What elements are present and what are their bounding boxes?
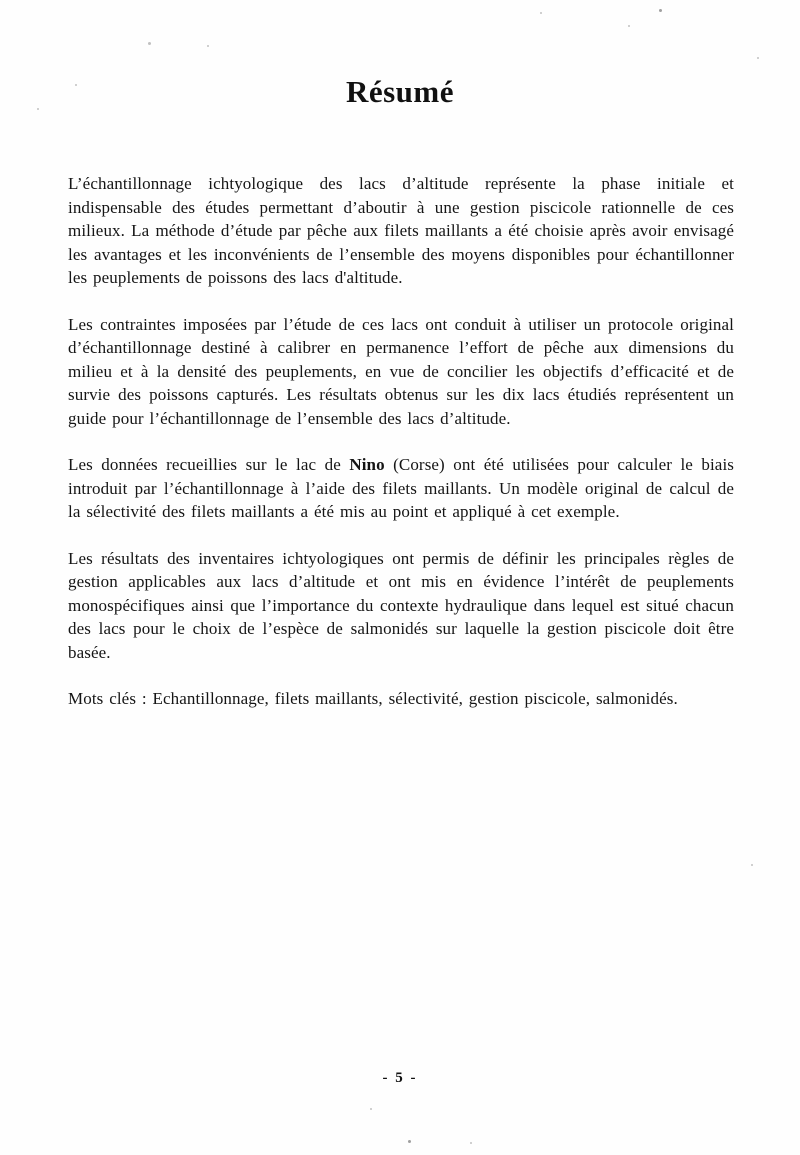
scan-speck (37, 108, 39, 110)
lake-name-bold: Nino (349, 455, 385, 474)
page-title: Résumé (345, 74, 455, 109)
page-number: - 5 - (382, 1070, 418, 1086)
abstract-body (68, 172, 734, 711)
paragraph-text: (Corse) ont été utilisées pour calculer le biais introduit par l’échantillonnage à l’aide des filets maillants. Un modèle original de calcul de la sélectivité des filets maillants a été mis au point et appliqué à cet exemple. (68, 455, 734, 521)
scan-speck (757, 57, 759, 59)
scan-speck (659, 9, 662, 12)
paragraph (68, 453, 734, 524)
keywords-paragraph: Mots clés : Echantillonnage, filets maillants, sélectivité, gestion piscicole, salmonidés. (68, 689, 678, 708)
scan-speck (540, 12, 542, 14)
scan-speck (751, 864, 753, 866)
scan-speck (370, 1108, 372, 1110)
scan-speck (207, 45, 209, 47)
paragraph-text: Les données recueillies sur le lac de (68, 455, 350, 474)
scan-speck (75, 84, 77, 86)
paragraph: Les contraintes imposées par l’étude de ces lacs ont conduit à utiliser un protocole original d’échantillonnage destiné à calibrer en permanence l’effort de pêche aux dimensions du milieu et à la densité des peuplements, en vue de concilier les objectifs d’efficacité et de survie des poissons capturés. Les résultats obtenus sur les dix lacs étudiés représentent un guide pour l’échantillonnage de l’ensemble des lacs d’altitude. (68, 314, 734, 428)
scan-speck (148, 42, 151, 45)
paragraph: Les résultats des inventaires ichtyologiques ont permis de définir les principales règles de gestion applicables aux lacs d’altitude et ont mis en évidence l’intérêt de peuplements monospécifiques ainsi que l’importance du contexte hydraulique dans lequel est situé chacun des lacs pour le choix de l’espèce de salmonidés sur laquelle la gestion piscicole doit être basée. (68, 548, 734, 662)
scan-speck (628, 25, 630, 27)
scan-speck (408, 1140, 411, 1143)
paragraph: L’échantillonnage ichtyologique des lacs d’altitude représente la phase initiale et indispensable des études permettant d’aboutir à une gestion piscicole rationnelle de ces milieux. La méthode d’étude par pêche aux filets maillants a été choisie après avoir envisagé les avantages et les inconvénients de l’ensemble des moyens disponibles pour échantillonner les peuplements de poissons des lacs d'altitude. (68, 174, 734, 287)
scan-speck (470, 1142, 472, 1144)
